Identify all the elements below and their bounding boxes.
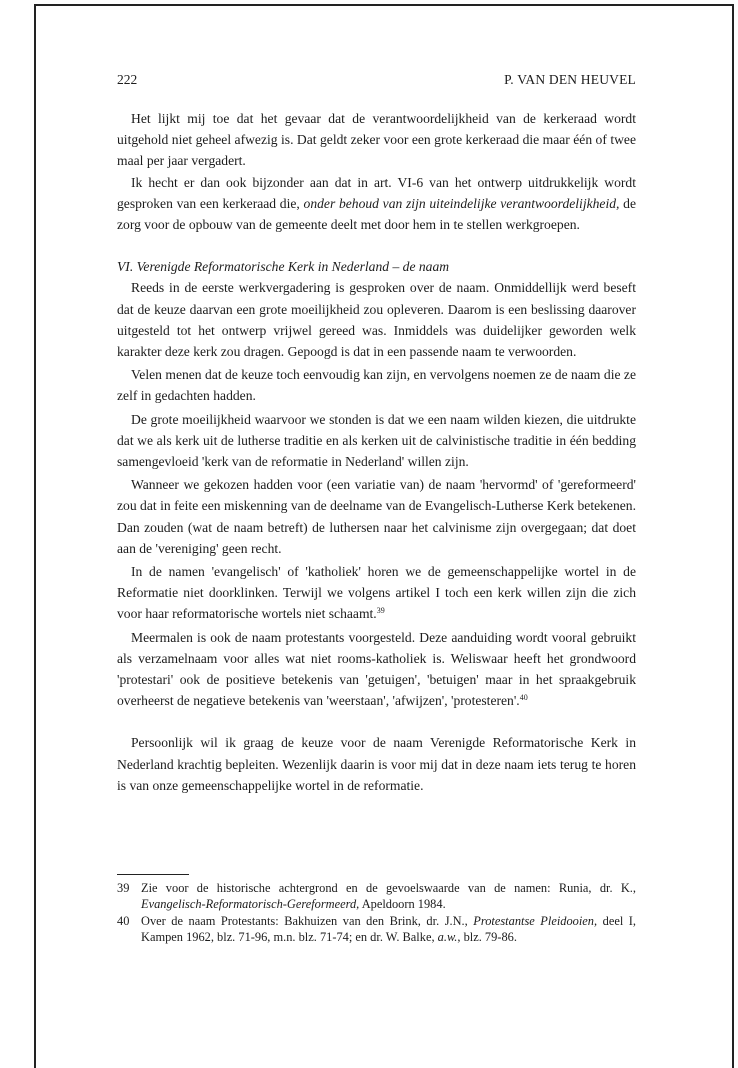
paragraph-emphasis: onder behoud van zijn uiteindelijke verantwoordelijkheid,	[303, 195, 620, 211]
paragraph: Persoonlijk wil ik graag de keuze voor de naam Verenigde Reformatorische Kerk in Nederland krachtig bepleiten. Wezenlijk daarin is voor mij dat in deze naam iets terug te horen is van onze gemeenschappelijke wortel in de reformatie.	[117, 735, 636, 793]
page-number: 222	[117, 72, 138, 87]
paragraph	[117, 172, 636, 236]
footnote-reference: 40	[519, 693, 528, 703]
footnote-rule	[117, 874, 189, 875]
scan-border-top	[34, 4, 734, 6]
footnote-abbreviation: a.w.	[437, 930, 458, 944]
footnote-title: Protestantse Pleidooien,	[473, 914, 598, 928]
footnote-reference: 39	[376, 606, 385, 616]
section-heading: VI. Verenigde Reformatorische Kerk in Nederland – de naam	[117, 259, 450, 275]
paragraph	[117, 627, 636, 712]
paragraph: Het lijkt mij toe dat het gevaar dat de verantwoordelijkheid van de kerkeraad wordt uitgehold niet geheel afwezig is. Dat geldt zeker voor een grote kerkeraad die maar één of twee maal per jaar vergadert.	[117, 111, 636, 169]
footnote	[117, 913, 636, 945]
footnote-text: , blz. 79-86.	[457, 930, 517, 944]
paragraph: Wanneer we gekozen hadden voor (een variatie van) de naam 'hervormd' of 'gereformeerd' zou dat in feite een miskenning van de deelname van de Evangelisch-Lutherse Kerk betekenen. Dan zouden (wat de naam betreft) de luthersen naar het calvinisme zijn overgegaan; dat doet aan de 'vereniging' geen recht.	[117, 477, 636, 556]
running-head: P. VAN DEN HEUVEL	[504, 72, 636, 87]
paragraph-text: Ik hecht er dan ook bijzonder aan dat in art. VI-6 van het ontwerp uitdrukkelijk wordt gesproken van een kerkeraad die,	[117, 174, 636, 211]
footnote-number: 39	[117, 881, 130, 895]
paragraph: Velen menen dat de keuze toch eenvoudig kan zijn, en vervolgens noemen ze de naam die ze zelf in gedachten hadden.	[117, 367, 636, 404]
scan-border-left	[34, 4, 36, 1068]
page-header	[117, 72, 636, 92]
footnote	[117, 880, 636, 912]
paragraph-text: de zorg voor de opbouw van de gemeente deelt met door hem in te stellen werkgroepen.	[117, 195, 636, 233]
paragraph-text: Meermalen is ook de naam protestants voorgesteld. Deze aanduiding wordt vooral gebruikt als verzamelnaam voor alles wat niet rooms-katholiek is. Weliswaar heeft het grondwoord 'protestari' ook de positieve betekenis van 'getuigen', 'betuigen' maar in het spraakgebruik overheerst de negatieve betekenis van 'weerstaan', 'afwijzen', 'protesteren'.	[117, 629, 636, 709]
paragraph: De grote moeilijkheid waarvoor we stonden is dat we een naam wilden kiezen, die uitdrukte dat we als kerk uit de lutherse traditie en als kerken uit de calvinistische traditie in één bedding samengevloeid 'kerk van de reformatie in Nederland' willen zijn.	[117, 411, 636, 470]
footnote-number: 40	[117, 914, 130, 928]
footnote-text: Apeldoorn 1984.	[359, 897, 446, 911]
paragraph-text: In de namen 'evangelisch' of 'katholiek' horen we de gemeenschappelijke wortel in de Reformatie niet doorklinken. Terwijl we volgens artikel I toch een kerk willen zijn die zich voor haar reformatorische wortels niet schaamt.	[117, 564, 636, 622]
body-text	[117, 108, 636, 796]
footnote-text: Zie voor de historische achtergrond en de gevoelswaarde van de namen: Runia, dr. K.,	[141, 881, 636, 895]
footnote-text: deel I, Kampen 1962, blz. 71-96, m.n. blz. 71-74; en dr. W. Balke,	[141, 914, 637, 944]
footnote-text: Over de naam Protestants: Bakhuizen van den Brink, dr. J.N.,	[141, 914, 474, 928]
paragraph	[117, 561, 636, 625]
footnote-title: Evangelisch-Reformatorisch-Gereformeerd,	[141, 897, 360, 911]
paragraph: Reeds in de eerste werkvergadering is gesproken over de naam. Onmiddellijk werd beseft dat de keuze daarvan een grote moeilijkheid zou opleveren. Daarom is een beslissing daarover uitgesteld tot het ontwerp vrijwel gereed was. Inmiddels was duidelijker geworden welk karakter deze kerk zou dragen. Gepoogd is dat in een passende naam te verwoorden.	[117, 280, 636, 360]
footnotes	[117, 880, 636, 946]
scan-border-right	[732, 4, 734, 1068]
